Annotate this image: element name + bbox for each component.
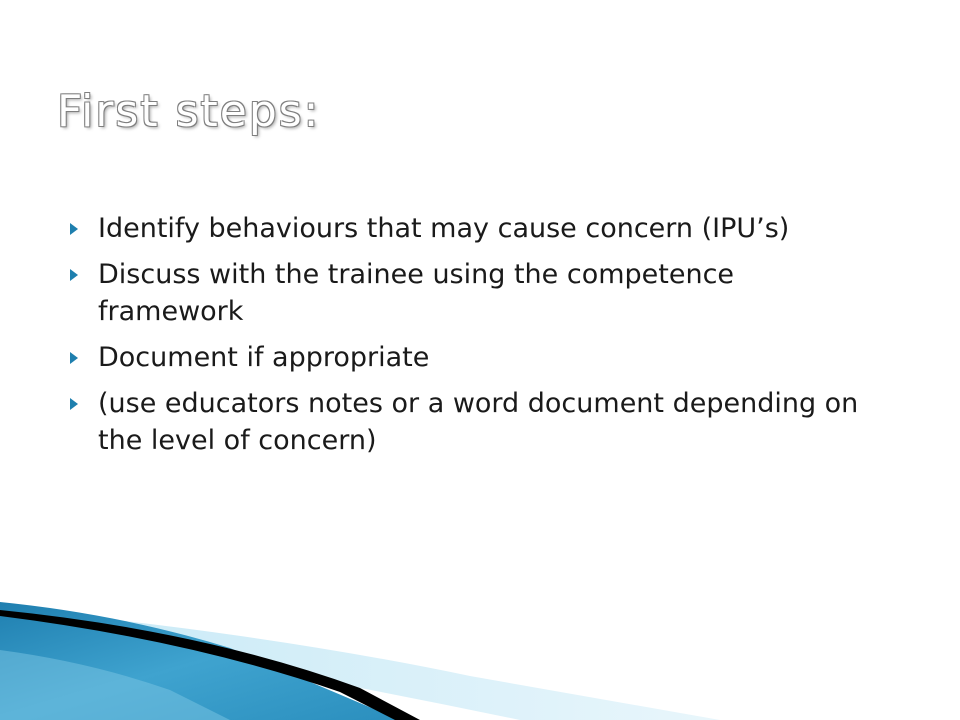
bullet-item xyxy=(70,339,870,376)
corner-swoosh-decoration xyxy=(0,580,960,720)
triangle-bullet-icon xyxy=(70,398,78,410)
slide-title: First steps: xyxy=(57,86,321,137)
bullet-item xyxy=(70,210,870,247)
triangle-bullet-icon xyxy=(70,352,78,364)
bullet-text: (use educators notes or a word document depending on the level of concern) xyxy=(98,388,859,456)
triangle-bullet-icon xyxy=(70,269,78,281)
bullet-item xyxy=(70,256,870,330)
bullet-list xyxy=(70,210,870,468)
bullet-text: Identify behaviours that may cause concern (IPU’s) xyxy=(98,213,790,244)
triangle-bullet-icon xyxy=(70,223,78,235)
bullet-item xyxy=(70,385,870,459)
bullet-text: Discuss with the trainee using the competence framework xyxy=(98,259,735,327)
bullet-text: Document if appropriate xyxy=(98,342,430,373)
